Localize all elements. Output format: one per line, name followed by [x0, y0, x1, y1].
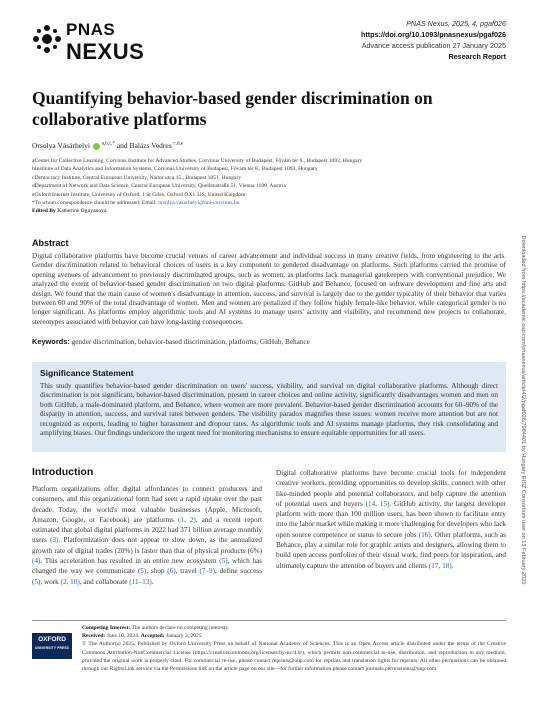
paragraph-text: , and collaborate	[79, 577, 130, 586]
affiliations	[32, 157, 502, 216]
pnas-logo-mark-icon	[32, 24, 62, 54]
citation-link[interactable]: (3)	[50, 536, 59, 545]
paragraph-text: , which has changed the way we communicate	[32, 557, 262, 576]
article-title: Quantifying behavior-based gender discrimination on collaborative platforms	[32, 88, 433, 129]
paragraph-text: .	[151, 577, 154, 586]
author-affil-marks: c,d,e	[173, 141, 183, 147]
pnas-nexus-logo	[32, 18, 145, 64]
introduction-heading: Introduction	[32, 466, 94, 478]
paragraph-text: . Other platforms, such as Behance, play a similar role for graphic artists and designers, allowing them to build open access portfolios of their visual work, find peers for inspiration, and ultimately capture the attention of buyers and clients	[276, 530, 506, 570]
dates	[82, 632, 506, 640]
citation-link[interactable]: (1, 2)	[177, 515, 196, 524]
introduction-column-2	[276, 468, 506, 571]
author-name[interactable]: Balázs Vedres	[129, 141, 172, 150]
keywords	[32, 337, 506, 346]
affiliation-item: eOxford Internet Institute, University of Oxford, 1 St Giles, Oxford OX1 3JS, United Kingdom	[32, 191, 246, 198]
abstract-heading: Abstract	[32, 238, 69, 248]
citation-link[interactable]: (17, 18)	[428, 561, 452, 570]
correspondence-email-link[interactable]: orsolya.vasarhelyi@uni-corvinus.hu	[158, 200, 240, 207]
author-name[interactable]: Orsolya Vásárhelyi	[32, 141, 90, 150]
keywords-label: Keywords:	[32, 337, 70, 346]
citation-link[interactable]: (7–9)	[199, 567, 216, 576]
citation-link[interactable]: (5)	[219, 557, 228, 566]
paragraph-text: Digital collaborative platforms have become crucial tools for independent creative workers, providing opportunities to develop skills, connect with other like-minded people and potential collaborators, and help capture the attention of potential users and buyers	[276, 469, 506, 508]
oxford-logo-name: OXFORD	[38, 636, 66, 643]
footer-text	[82, 624, 506, 673]
citation-link[interactable]: (5)	[32, 577, 41, 586]
affiliation-item: aCenter for Collective Learning, Corvinus Institute for Advanced Studies, Corvinus University of Budapest, Fővám tér 8., Budapest 1093, Hungary	[32, 158, 363, 164]
citation-link[interactable]: (16)	[418, 530, 431, 539]
competing-interest	[82, 624, 506, 632]
author-affil-marks: a,b,c,*	[101, 141, 115, 147]
oxford-university-press-logo	[32, 633, 72, 659]
citation-link[interactable]: (4)	[32, 557, 41, 566]
accepted-date: January 3, 2025	[164, 633, 202, 640]
author-list	[32, 141, 183, 150]
affiliation-item: bInstitute of Data Analytics and Information Systems, Corvinus University of Budapest, Fővám tér 8., Budapest 1093, Hungary	[32, 166, 318, 173]
logo-word-pnas: PNAS	[66, 20, 116, 39]
citation-link[interactable]: (5)	[137, 567, 147, 576]
orcid-icon[interactable]	[93, 143, 100, 150]
received-date: June 10, 2024.	[105, 633, 141, 640]
affiliation-item: dDepartment of Network and Data Science, Central European University, Quellenstraße 51, Vienna 1100, Austria	[32, 183, 286, 190]
paragraph-text: , work	[40, 577, 61, 586]
received-label: Received:	[82, 633, 106, 640]
paragraph-text: Platform organizations offer digital affordances to connect producers and consumers, and this organizational form had seen a rapid uptake over the past decade. Today, the world's most valuable businesses (Apple, Microsoft, Amazon, Google, or Facebook) are platforms	[32, 485, 262, 524]
citation-link[interactable]: (2, 10)	[60, 577, 80, 586]
paragraph-text: . GitHub activity, the largest developer platform with more than 100 million users, has been shown to facilitate entry into the labor market while making it more challenging for developers who lack open source competence or status to secure jobs	[276, 499, 506, 539]
citation-link[interactable]: (14, 15)	[365, 499, 390, 508]
introduction-column-1	[32, 484, 262, 587]
edited-by-label: Edited By	[32, 208, 56, 215]
edited-by	[32, 207, 502, 215]
author-conjunction: and	[116, 141, 130, 150]
competing-text: The authors declare no competing interests.	[130, 625, 230, 631]
paragraph-text: , define success	[215, 567, 262, 576]
significance-heading: Significance Statement	[40, 368, 134, 378]
article-footer	[32, 620, 506, 673]
paragraph-text: , and a recent report estimated that global digital platforms in 2022 had 371 billion average monthly users	[32, 515, 262, 545]
doi-link[interactable]: https://doi.org/10.1093/pnasnexus/pgaf026	[361, 30, 506, 39]
side-note-text: Downloaded from https://academic.oup.com/pnasnexus/article/4/2/pgaf026/7984401 by Hungary EISZ Consortium user on 13 February 2025	[520, 235, 526, 585]
download-side-note	[516, 120, 530, 700]
paragraph-text: .	[451, 561, 454, 570]
article-type: Research Report	[448, 52, 506, 61]
citation-link[interactable]: (6)	[167, 567, 176, 576]
significance-box	[32, 362, 506, 452]
correspondence-prefix: *To whom correspondence should be addressed: Email:	[32, 200, 159, 207]
paragraph-text: , shop	[146, 567, 168, 576]
affiliation-item: cDemocracy Institute, Central European University, Nádor utca 15., Budapest 1051, Hungary	[32, 174, 242, 181]
keywords-list: gender discrimination, behavior-based discrimination, platforms, GitHub, Behance	[71, 338, 310, 346]
accepted-label: Accepted:	[140, 633, 165, 640]
advance-access-date: Advance access publication 27 January 2025	[361, 41, 506, 50]
abstract-text: Digital collaborative platforms have become crucial venues of career advancement and individual success in many creative fields, from engineering to the arts. Gender discrimination related to behavioral choices of users is a key component to gendered disadvantage on platforms. Such platforms carried the promise of opening avenues of advancement to previously discriminated groups, such as women, as platforms lack managerial gatekeepers with conventional prejudice. We analyzed the extent of behavior-based gender discrimination on two digital platforms, GitHub and Behance, focused on software development and fine arts and design. We found that the main cause of women's disadvantage in attention, success, and survival is largely due to the gender typicality of their behavior that varies between 60 and 90% of the total disadvantage of women. Men and women are penalized if they follow highly female-like behavior, while categorical gender is no longer significant. As platforms employ algorithmic tools and AI systems to manage users' activity and visibility, and recommend new projects to collaborate, stereotypes associated with behavior can have long-lasting consequences.	[32, 252, 506, 326]
competing-label: Competing Interest:	[82, 625, 131, 631]
paragraph-text: , travel	[175, 567, 200, 576]
article-header	[361, 18, 506, 62]
journal-citation: PNAS Nexus, 2025, 4, pgaf026	[406, 19, 506, 28]
editor-name: Katherine Ognyanova	[57, 208, 107, 215]
correspondence	[32, 199, 502, 207]
paragraph-text: . This acceleration has resulted in an entire new ecosystem	[40, 557, 220, 566]
paragraph-text: . Platformization does not appear to slow down, as the annualized growth rate of digital trades (20%) is faster than that of physical products (6%)	[32, 536, 262, 555]
license-text: © The Author(s) 2025. Published by Oxford University Press on behalf of National Academy of Sciences. This is an Open Access article distributed under the terms of the Creative Commons Attribution-NonCommercial License (https://creativecommons.org/licenses/by-nc/4.0/), which permits non-commercial re-use, distribution, and reproduction in any medium, provided the original work is properly cited. For commercial re-use, please contact reprints@oup.com for reprints and translation rights for reprints. All other permissions can be obtained through our RightsLink service via the Permissions link on the article page on our site—for further information please contact journals.permissions@oup.com.	[82, 641, 506, 673]
significance-text: This study quantifies behavior-based gender discrimination on users' success, visibility, and survival on digital collaborative platforms. Although direct discrimination is not significant, behavior-based discrimination, present in career choices and online activity, significantly disadvantages women and men on both GitHub, a male-dominated platform, and Behance, where women are more prevalent. Behavior-based gender discrimination accounts for 60–90% of the disparity in attention, success, and survival rates between genders. The visibility paradox magnifies these issues: women receive more attention but are not recognized as experts, leading to higher harassment and dropout rates. As algorithmic tools and AI systems manage platforms, they risk consolidating and amplifying biases. Our findings underscore the urgent need for monitoring mechanisms to ensure equitable opportunities for all users.	[40, 382, 498, 438]
logo-word-nexus: NEXUS	[66, 39, 145, 64]
oxford-logo-sub: UNIVERSITY PRESS	[35, 646, 69, 650]
citation-link[interactable]: (11–13)	[129, 577, 152, 586]
